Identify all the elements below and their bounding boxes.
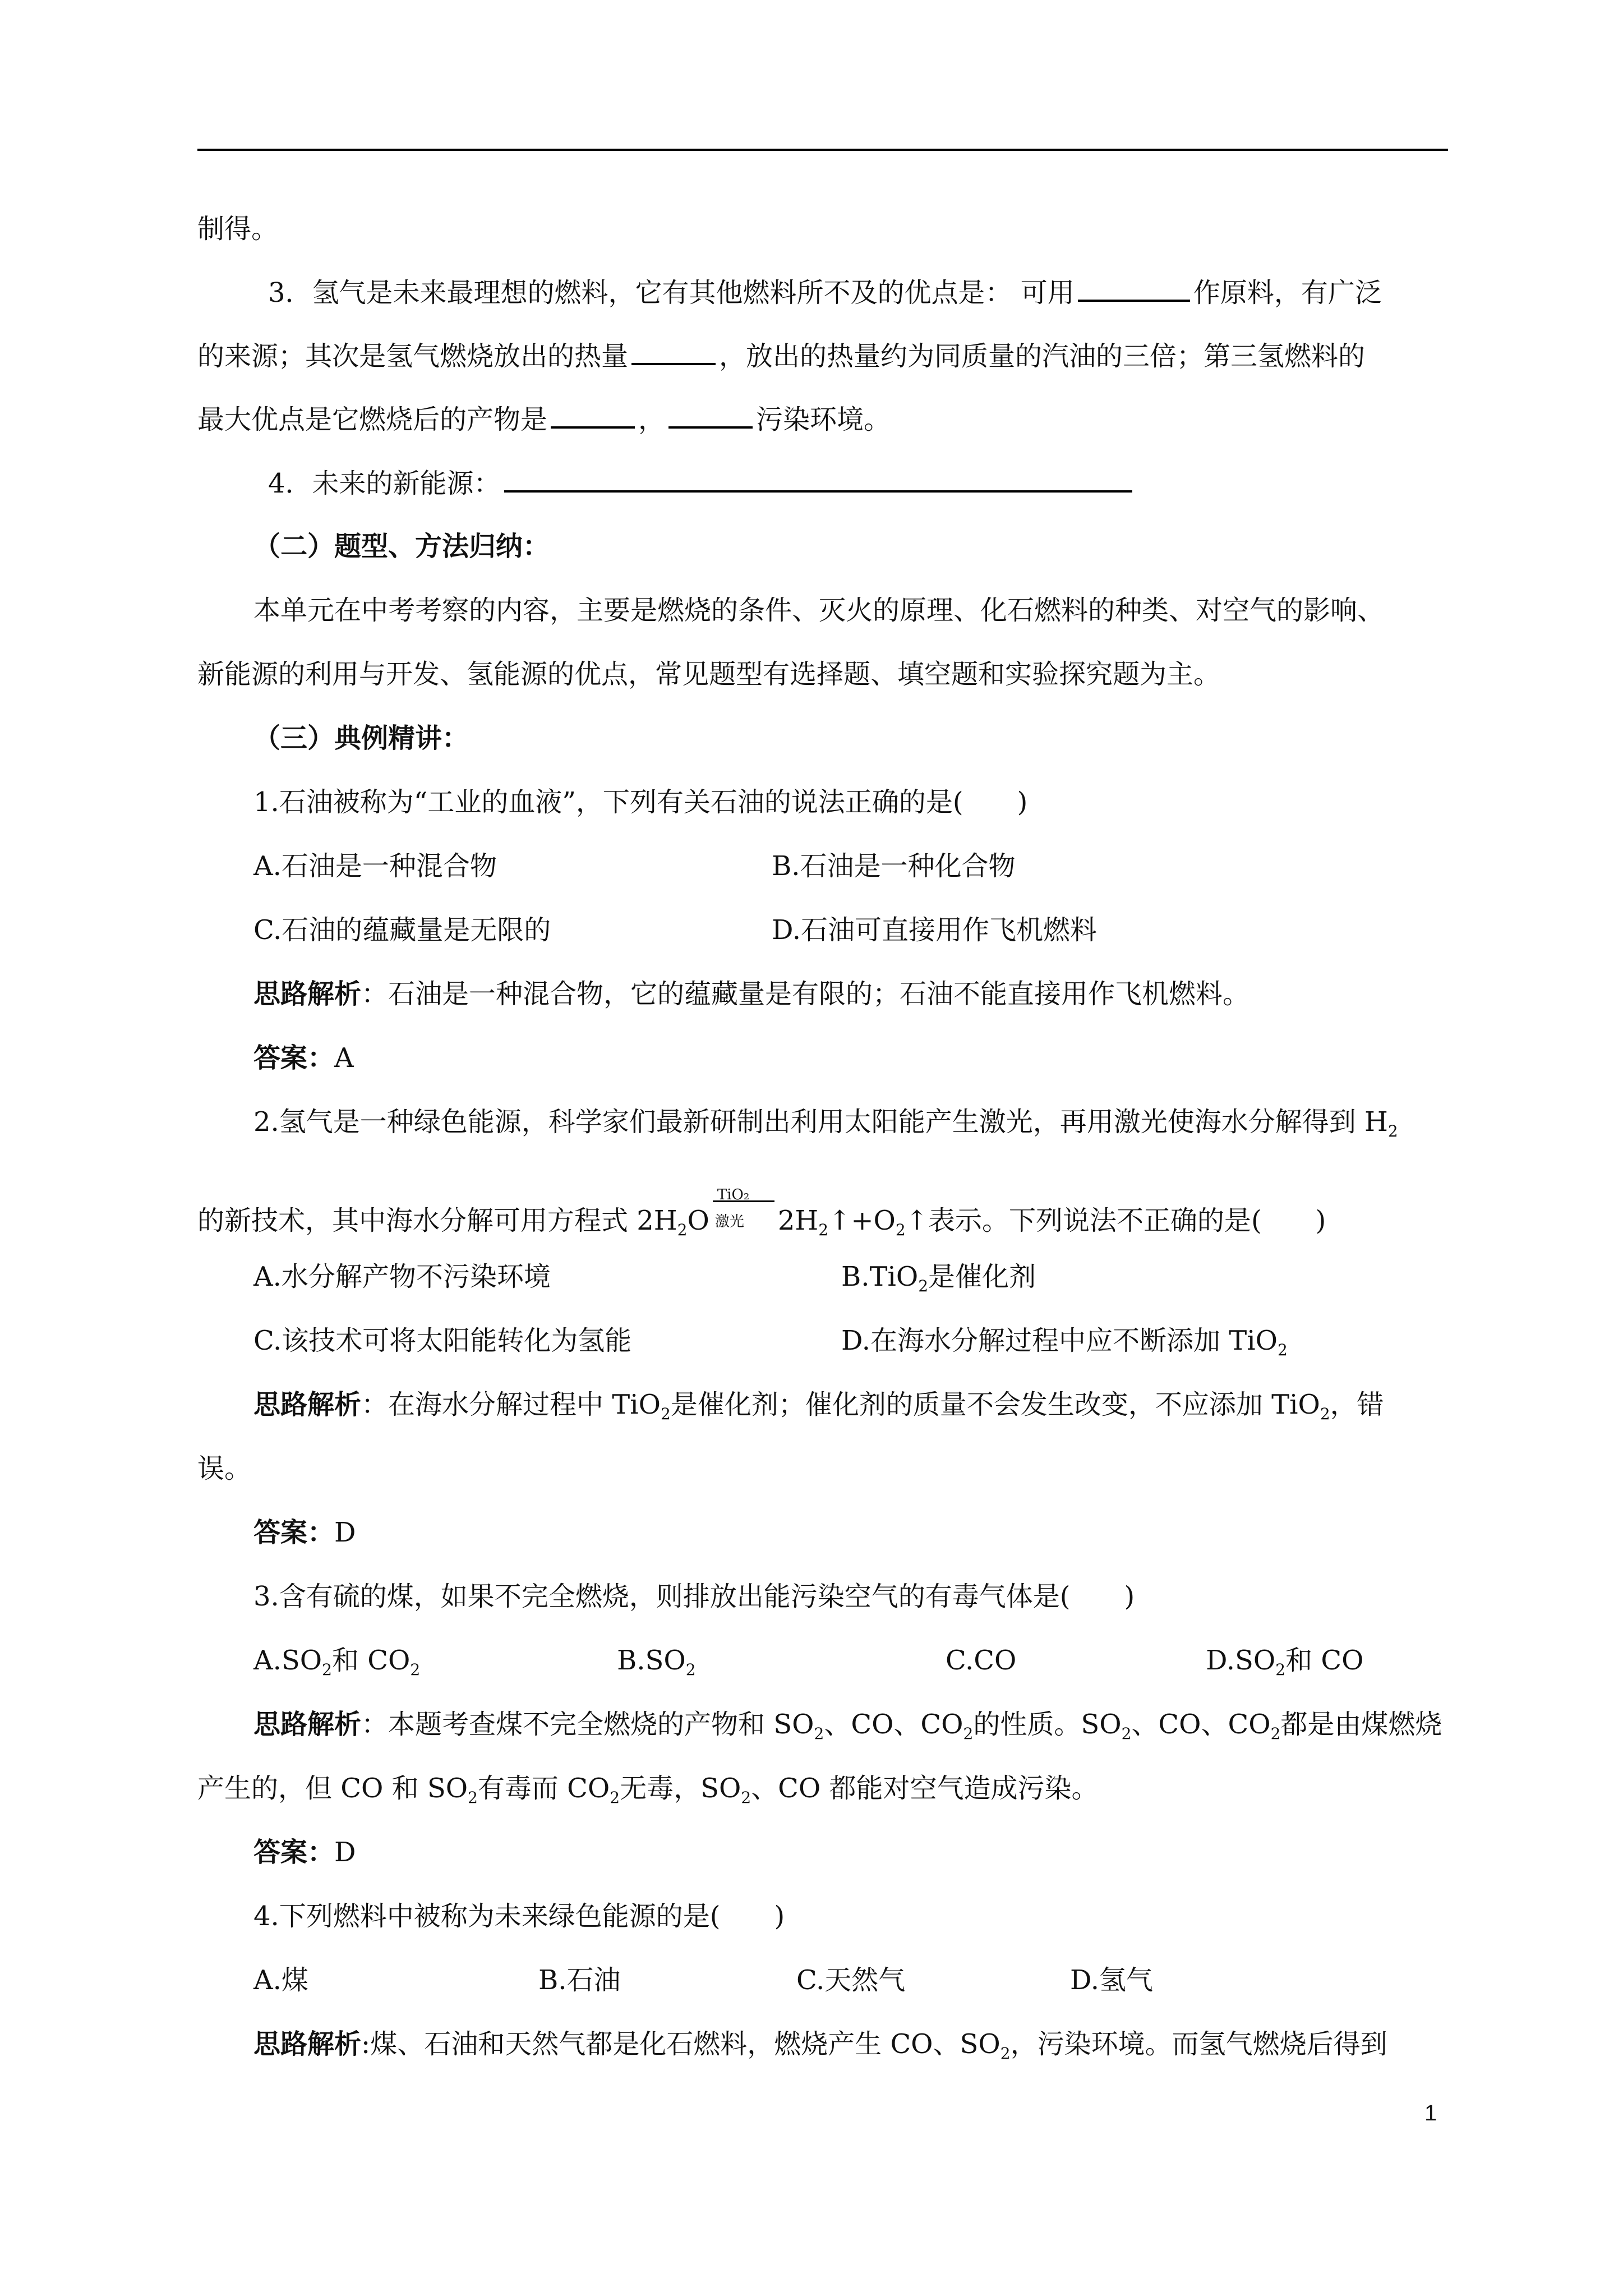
ex3-option-c: C.CO bbox=[946, 1645, 1017, 1676]
ex1-option-a: A.石油是一种混合物 bbox=[253, 850, 497, 882]
section-3-title: （三）典例精讲： bbox=[253, 723, 469, 754]
section-2-line-2: 新能源的利用与开发、氢能源的优点，常见题型有选择题、填空题和实验探究题为主。 bbox=[197, 659, 1221, 690]
ex2-option-d: D.在海水分解过程中应不断添加 TiO$_2$ bbox=[841, 1325, 1288, 1359]
ex1-option-d: D.石油可直接用作飞机燃料 bbox=[772, 914, 1098, 946]
ex3-question: 3.含有硫的煤，如果不完全燃烧，则排放出能污染空气的有毒气体是( ) bbox=[253, 1581, 1135, 1612]
ex4-option-b: B.石油 bbox=[538, 1964, 621, 1996]
fill-blank[interactable] bbox=[1078, 275, 1190, 302]
ex3-analysis-line-1: 思路解析：本题考查煤不完全燃烧的产物和 $SO_2$、CO、$CO_2$的性质。$SO_2$、CO、$CO_2$都是由煤燃烧 bbox=[253, 1709, 1442, 1743]
ex1-option-b: B.石油是一种化合物 bbox=[772, 850, 1016, 882]
ex3-option-a: $A.SO_2$和 $CO_2$ bbox=[253, 1645, 421, 1679]
ex2-option-b: B.TiO$_2$是催化剂 bbox=[841, 1261, 1036, 1295]
ex2-analysis-line-2: 误。 bbox=[197, 1453, 252, 1484]
section-2-title: （二）题型、方法归纳： bbox=[253, 531, 550, 562]
ex1-question: 1.石油被称为“工业的血液”，下列有关石油的说法正确的是( ) bbox=[253, 786, 1028, 818]
ex3-answer: 答案：D bbox=[253, 1837, 356, 1868]
ex4-option-d: D.氢气 bbox=[1070, 1964, 1154, 1996]
ex4-option-c: C.天然气 bbox=[796, 1964, 906, 1996]
fill-blank[interactable] bbox=[551, 402, 635, 429]
ex2-answer: 答案：D bbox=[253, 1517, 356, 1548]
ex3-analysis-line-2: 产生的，但 CO 和 $SO_2$有毒而 $CO_2$无毒，$SO_2$、CO 都能对空气造成污染。 bbox=[197, 1773, 1099, 1807]
ex2-option-c: C.该技术可将太阳能转化为氢能 bbox=[253, 1325, 632, 1356]
ex1-answer: 答案：A bbox=[253, 1042, 354, 1074]
ex2-question-line-2: 的新技术，其中海水分解可用方程式 $2H_2O$ TiO₂ 激光 $2H_2↑+O_2↑$表示。下列说法不正确的是( ) bbox=[197, 1186, 1326, 1239]
q3-line-3: 最大优点是它燃烧后的产物是 ， 污染环境。 bbox=[197, 402, 891, 436]
ex2-question-line-1: 2.氢气是一种绿色能源，科学家们最新研制出利用太阳能产生激光，再用激光使海水分解得到 $H_2$ bbox=[253, 1106, 1398, 1140]
ex1-option-c: C.石油的蕴藏量是无限的 bbox=[253, 914, 551, 946]
ex4-question: 4.下列燃料中被称为未来绿色能源的是( ) bbox=[253, 1901, 785, 1932]
fill-blank[interactable] bbox=[631, 338, 716, 365]
ex4-analysis: 思路解析:煤、石油和天然气都是化石燃料，燃烧产生 CO、$SO_2$，污染环境。而氢气燃烧后得到 bbox=[253, 2028, 1387, 2063]
ex2-option-a: A.水分解产物不污染环境 bbox=[253, 1261, 551, 1292]
ex4-option-a: A.煤 bbox=[253, 1964, 308, 1996]
q3-line-2: 的来源；其次是氢气燃烧放出的热量 ，放出的热量约为同质量的汽油的三倍；第三氢燃料的 bbox=[197, 338, 1365, 373]
q3-line-1: 3．氢气是未来最理想的燃料，它有其他燃料所不及的优点是： 可用 作原料，有广泛 bbox=[268, 275, 1382, 310]
q4-line: 4．未来的新能源： bbox=[268, 466, 1136, 500]
ex3-option-d: $D.SO_2$和 CO bbox=[1206, 1645, 1364, 1679]
ex3-option-b: $B.SO_2$ bbox=[617, 1645, 696, 1679]
fill-blank[interactable] bbox=[504, 466, 1132, 493]
ex1-analysis: 思路解析：石油是一种混合物，它的蕴藏量是有限的；石油不能直接用作飞机燃料。 bbox=[253, 978, 1250, 1010]
page-number: 1 bbox=[1424, 2101, 1437, 2125]
ex2-analysis-line-1: 思路解析：在海水分解过程中 TiO$_2$是催化剂；催化剂的质量不会发生改变，不应添加 TiO$_2$，错 bbox=[253, 1389, 1384, 1423]
fill-blank[interactable] bbox=[668, 402, 753, 429]
reaction-condition: TiO₂ 激光 bbox=[713, 1196, 774, 1230]
header-rule bbox=[197, 149, 1448, 151]
section-2-line-1: 本单元在中考考察的内容，主要是燃烧的条件、灭火的原理、化石燃料的种类、对空气的影响、 bbox=[253, 595, 1385, 626]
intro-line: 制得。 bbox=[197, 213, 279, 245]
